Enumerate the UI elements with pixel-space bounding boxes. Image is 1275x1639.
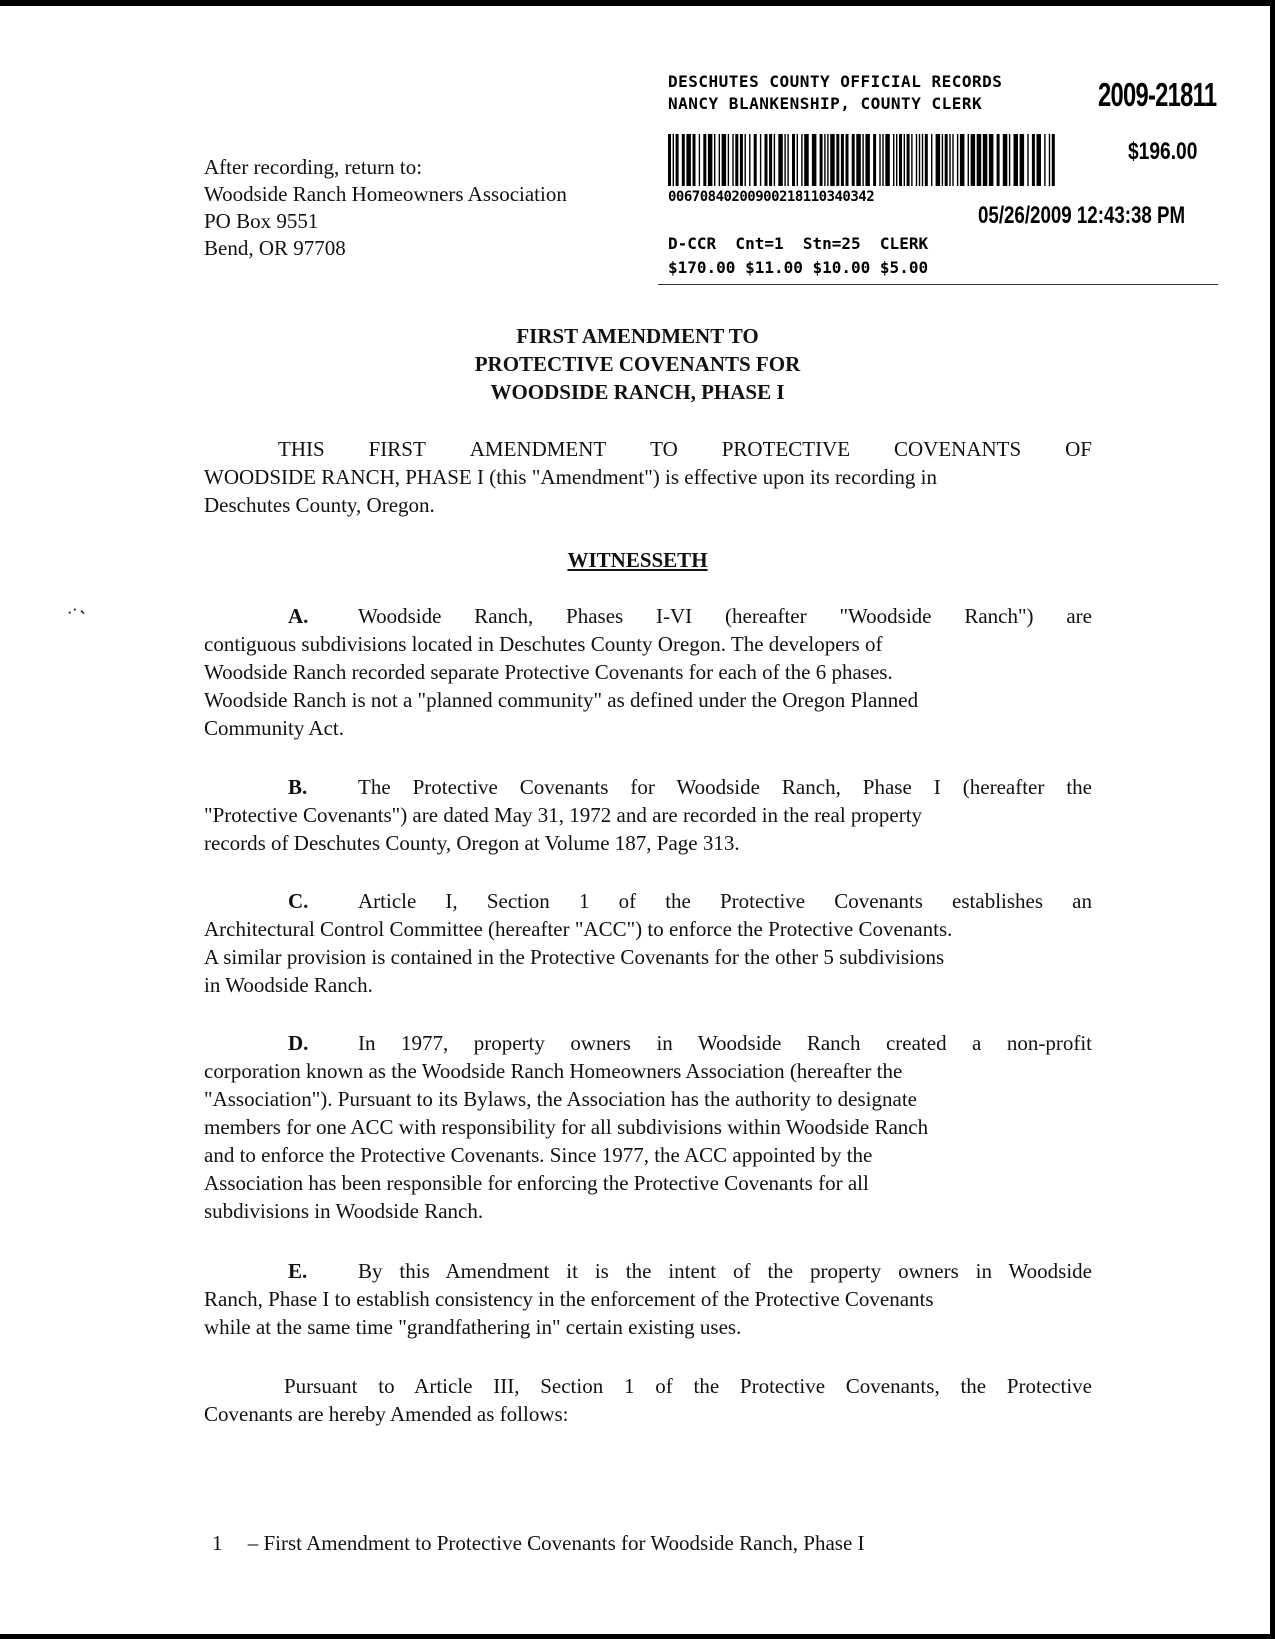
- scan-edge-top: [0, 0, 1275, 6]
- recital-e-line-1: [204, 1257, 1092, 1285]
- stamp-divider: [658, 284, 1218, 285]
- recital-d-line-5: and to enforce the Protective Covenants. Since 1977, the ACC appointed by the: [204, 1143, 873, 1167]
- return-line-3: PO Box 9551: [204, 209, 319, 233]
- pursuant-line-1: Pursuant to Article III, Section 1 of the Protective Covenants, the Protective: [284, 1374, 1092, 1398]
- recital-c-line-4: in Woodside Ranch.: [204, 973, 373, 997]
- intro-word: TO: [650, 437, 678, 461]
- pursuant-paragraph: [204, 1372, 1092, 1428]
- recital-c-line-2: Architectural Control Committee (hereafter "ACC") to enforce the Protective Covenants.: [204, 917, 953, 941]
- recital-a-label: A.: [288, 604, 309, 628]
- recital-a-line-4: Woodside Ranch is not a "planned community" as defined under the Oregon Planned: [204, 688, 919, 712]
- recital-c-label: C.: [288, 889, 309, 913]
- footer-text: – First Amendment to Protective Covenants for Woodside Ranch, Phase I: [247, 1531, 865, 1555]
- title-line-1: FIRST AMENDMENT TO: [516, 324, 759, 348]
- recital-d-line-3: "Association"). Pursuant to its Bylaws, the Association has the authority to designate: [204, 1087, 917, 1111]
- recital-e-label: E.: [288, 1259, 308, 1283]
- intro-line-3: Deschutes County, Oregon.: [204, 493, 435, 517]
- recital-d-line-7: subdivisions in Woodside Ranch.: [204, 1199, 484, 1223]
- page-number: 1: [212, 1531, 223, 1555]
- return-line-4: Bend, OR 97708: [204, 236, 346, 260]
- recital-b-line-2: "Protective Covenants") are dated May 31, 1972 and are recorded in the real property: [204, 803, 923, 827]
- recital-e-text-1: By this Amendment it is the intent of the property owners in Woodside: [358, 1259, 1092, 1283]
- intro-line-1: [278, 435, 1092, 463]
- scan-edge-right: [1270, 0, 1275, 1639]
- intro-word: AMENDMENT: [469, 437, 607, 461]
- recital-c-text-1: Article I, Section 1 of the Protective Covenants establishes an: [358, 889, 1092, 913]
- recital-b: [204, 773, 1092, 857]
- witnesseth-heading: WITNESSETH: [567, 548, 708, 572]
- recital-d-line-2: corporation known as the Woodside Ranch Homeowners Association (hereafter the: [204, 1059, 903, 1083]
- stamp-barcode-number: 00670840200900218110340342: [668, 189, 875, 205]
- return-line-1: After recording, return to:: [204, 155, 423, 179]
- recital-d-text-1: In 1977, property owners in Woodside Ranch created a non-profit: [358, 1031, 1092, 1055]
- recital-e: [204, 1257, 1092, 1341]
- recital-a-line-2: contiguous subdivisions located in Deschutes County Oregon. The developers of: [204, 632, 883, 656]
- page-footer: [212, 1531, 865, 1556]
- stamp-amounts-line: $170.00 $11.00 $10.00 $5.00: [668, 258, 929, 277]
- intro-word: THIS: [278, 437, 325, 461]
- pursuant-line-2: Covenants are hereby Amended as follows:: [204, 1402, 569, 1426]
- stamp-recorded-datetime: 05/26/2009 12:43:38 PM: [978, 202, 1186, 229]
- recital-a-line-5: Community Act.: [204, 716, 345, 740]
- barcode-icon: [668, 134, 1058, 186]
- return-address-block: [204, 154, 567, 262]
- recital-b-line-1: [204, 773, 1092, 801]
- recital-c: [204, 887, 1092, 999]
- recital-c-line-1: [204, 887, 1092, 915]
- recital-b-label: B.: [288, 775, 308, 799]
- title-line-2: PROTECTIVE COVENANTS FOR: [474, 352, 801, 376]
- recital-e-line-2: Ranch, Phase I to establish consistency in the enforcement of the Protective Covenants: [204, 1287, 934, 1311]
- recital-a-line-3: Woodside Ranch recorded separate Protective Covenants for each of the 6 phases.: [204, 660, 893, 684]
- stamp-county-line: DESCHUTES COUNTY OFFICIAL RECORDS: [668, 72, 1003, 91]
- intro-word: FIRST: [368, 437, 426, 461]
- stamp-document-number: 2009-21811: [1098, 76, 1217, 113]
- recital-d-label: D.: [288, 1031, 309, 1055]
- recital-a-line-1: [204, 602, 1092, 630]
- title-line-3: WOODSIDE RANCH, PHASE I: [490, 380, 785, 404]
- stamp-codes-line: D-CCR Cnt=1 Stn=25 CLERK: [668, 234, 929, 253]
- margin-mark: ··⹁: [62, 597, 87, 623]
- scan-edge-bottom: [0, 1634, 1275, 1639]
- intro-word: OF: [1065, 437, 1092, 461]
- intro-word: COVENANTS: [894, 437, 1022, 461]
- stamp-clerk-line: NANCY BLANKENSHIP, COUNTY CLERK: [668, 94, 983, 113]
- document-title: [0, 322, 1275, 406]
- recital-b-text-1: The Protective Covenants for Woodside Ranch, Phase I (hereafter the: [358, 775, 1092, 799]
- intro-line-2: WOODSIDE RANCH, PHASE I (this "Amendment") is effective upon its recording in: [204, 465, 937, 489]
- recital-d: [204, 1029, 1092, 1225]
- recital-b-line-3: records of Deschutes County, Oregon at Volume 187, Page 313.: [204, 831, 740, 855]
- recital-d-line-4: members for one ACC with responsibility for all subdivisions within Woodside Ranch: [204, 1115, 929, 1139]
- recording-stamp: [668, 72, 1228, 292]
- recital-d-line-6: Association has been responsible for enforcing the Protective Covenants for all: [204, 1171, 869, 1195]
- recital-e-line-3: while at the same time "grandfathering in" certain existing uses.: [204, 1315, 742, 1339]
- intro-word: PROTECTIVE: [721, 437, 851, 461]
- recital-c-line-3: A similar provision is contained in the Protective Covenants for the other 5 subdivisions: [204, 945, 945, 969]
- stamp-total-fee: $196.00: [1128, 138, 1198, 165]
- recital-a: [204, 602, 1092, 742]
- intro-paragraph: [204, 435, 1092, 519]
- recital-a-text-1: Woodside Ranch, Phases I-VI (hereafter "Woodside Ranch") are: [358, 604, 1092, 628]
- return-line-2: Woodside Ranch Homeowners Association: [204, 182, 567, 206]
- recital-d-line-1: [204, 1029, 1092, 1057]
